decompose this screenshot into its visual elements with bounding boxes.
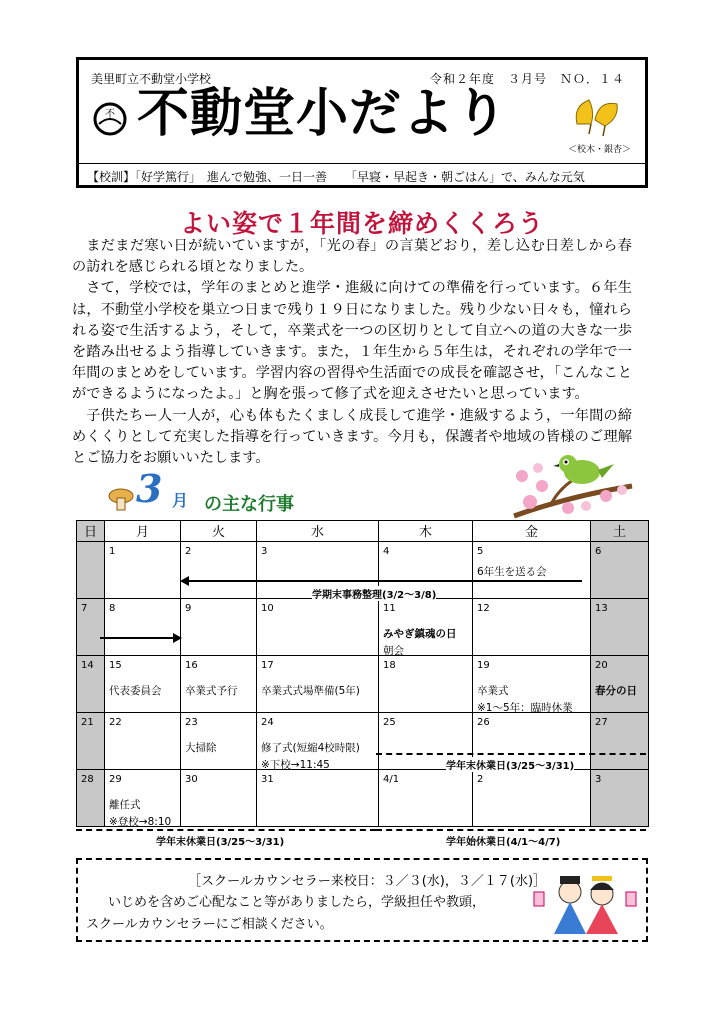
hina-dolls-icon xyxy=(530,872,640,938)
event-text: 卒業式式場準備(5年) xyxy=(261,685,360,697)
calendar-day-cell xyxy=(591,599,649,656)
day-number: 3 xyxy=(595,774,602,785)
weekday-header: 水 xyxy=(257,521,379,542)
day-number: 7 xyxy=(81,603,88,614)
events-month-kanji: 月 xyxy=(172,491,189,510)
events-month-number: 3 xyxy=(136,466,163,511)
calendar-day-cell xyxy=(181,542,257,599)
day-number: 2 xyxy=(477,774,484,785)
event-calendar xyxy=(76,520,648,848)
day-number: 16 xyxy=(185,660,198,671)
day-number: 4 xyxy=(383,546,390,557)
event-text: 大掃除 xyxy=(185,742,217,754)
term-end-span-label: 学期末事務整理(3/2～3/8) xyxy=(312,586,436,601)
calendar-day-cell xyxy=(257,656,379,713)
day-number: 22 xyxy=(109,717,122,728)
event-text: 朝会 xyxy=(383,645,404,657)
calendar-day-cell xyxy=(77,599,105,656)
day-number: 31 xyxy=(261,774,274,785)
headline: よい姿で１年間を締めくくろう xyxy=(179,209,544,238)
calendar-day-cell xyxy=(105,770,181,827)
spring-break-divider xyxy=(376,753,646,755)
weekday-header: 土 xyxy=(591,521,649,542)
calendar-day-cell xyxy=(181,656,257,713)
mushroom-icon xyxy=(106,486,136,514)
newsletter-title: 不動堂小だより xyxy=(137,84,509,144)
start-break-divider xyxy=(376,829,646,831)
day-number: 28 xyxy=(81,774,94,785)
event-text: みやぎ鎮魂の日 xyxy=(383,628,457,640)
svg-text:不: 不 xyxy=(105,109,115,120)
calendar-day-cell xyxy=(591,770,649,827)
day-number: 8 xyxy=(109,603,116,614)
paragraph: まだまだ寒い日が続いていますが，「光の春」の言葉どおり，差し込む日差しから春の訪れを感じられる頃となりました。 xyxy=(72,238,632,276)
day-number: 19 xyxy=(477,660,490,671)
calendar-day-cell xyxy=(591,713,649,770)
calendar-day-cell xyxy=(257,770,379,827)
counselor-dates: ［スクールカウンセラー来校日：３／３(水)，３／１７(水)］ xyxy=(188,874,547,889)
calendar-day-cell xyxy=(77,713,105,770)
weekday-header: 月 xyxy=(105,521,181,542)
events-title: の主な行事 xyxy=(204,494,294,515)
day-number: 10 xyxy=(261,603,274,614)
spring-break-span-label-2: 学年末休業日(3/25～3/31) xyxy=(156,833,284,848)
event-text: 春分の日 xyxy=(595,685,637,697)
event-text: 離任式 xyxy=(109,799,141,811)
school-tree-caption: ＜校木・銀杏＞ xyxy=(567,145,631,155)
day-number: 18 xyxy=(383,660,396,671)
calendar-day-cell xyxy=(379,770,473,827)
day-number: 21 xyxy=(81,717,94,728)
calendar-day-cell xyxy=(105,656,181,713)
day-number: 3 xyxy=(261,546,268,557)
day-number: 5 xyxy=(477,546,484,557)
calendar-day-cell xyxy=(77,542,105,599)
event-text: 修了式(短縮4校時限) xyxy=(261,742,360,754)
calendar-day-cell xyxy=(473,542,591,599)
day-number: 23 xyxy=(185,717,198,728)
counselor-text: スクールカウンセラーにご相談ください。 xyxy=(86,917,333,932)
paragraph: 子供たちー人一人が，心も体もたくましく成長して進学・進級するよう，一年間の締めくくりとして充実した指導を行っていきます。今月も，保護者や地域の皆様のご理解とご協力をお願いいたします。 xyxy=(72,407,632,467)
event-text: 卒業式予行 xyxy=(185,685,238,697)
calendar-day-cell xyxy=(257,713,379,770)
issue-number: 令和２年度 ３月号 ＮＯ．１４ xyxy=(429,72,625,86)
day-number: 15 xyxy=(109,660,122,671)
calendar-day-cell xyxy=(77,770,105,827)
event-text: 卒業式 xyxy=(477,685,509,697)
article-body xyxy=(72,236,632,469)
calendar-day-cell xyxy=(181,599,257,656)
term-end-arrow xyxy=(182,580,582,582)
day-number: 1 xyxy=(109,546,116,557)
day-number: 17 xyxy=(261,660,274,671)
spring-break-span-label: 学年末休業日(3/25～3/31) xyxy=(446,757,574,772)
weekday-header: 金 xyxy=(473,521,591,542)
event-text: ※1～5年：臨時休業 xyxy=(477,702,573,714)
calendar-day-cell xyxy=(379,599,473,656)
ginkgo-leaf-icon xyxy=(569,94,625,138)
calendar-day-cell xyxy=(473,770,591,827)
calendar-week-row xyxy=(77,656,649,713)
event-text: ※下校→11:45 xyxy=(261,759,330,771)
weekday-header: 木 xyxy=(379,521,473,542)
calendar-day-cell xyxy=(105,542,181,599)
day-number: 30 xyxy=(185,774,198,785)
calendar-day-cell xyxy=(77,656,105,713)
day-number: 26 xyxy=(477,717,490,728)
calendar-day-cell xyxy=(473,599,591,656)
day-number: 14 xyxy=(81,660,94,671)
day-number: 20 xyxy=(595,660,608,671)
bird-on-plum-branch-icon xyxy=(510,446,636,520)
day-number: 4/1 xyxy=(383,774,400,785)
day-number: 12 xyxy=(477,603,490,614)
weekday-header: 火 xyxy=(181,521,257,542)
weekday-header-row xyxy=(77,521,649,542)
calendar-day-cell xyxy=(105,599,181,656)
calendar-week-row xyxy=(77,599,649,656)
spring-break-divider-2 xyxy=(76,829,376,831)
day-number: 24 xyxy=(261,717,274,728)
start-break-span-label: 学年始休業日(4/1～4/7) xyxy=(446,833,560,848)
school-emblem-icon xyxy=(93,102,127,136)
day-number: 25 xyxy=(383,717,396,728)
school-name: 美里町立不動堂小学校 xyxy=(91,72,212,86)
calendar-week-row xyxy=(77,770,649,827)
day-number: 6 xyxy=(595,546,602,557)
term-end-arrow-continued xyxy=(100,637,180,639)
newsletter-header xyxy=(76,57,648,188)
day-number: 27 xyxy=(595,717,608,728)
paragraph: さて，学校では，学年のまとめと進学・進級に向けての準備を行っています。６年生は，不動堂小学校を巣立つ日まで残り１９日になりました。残り少ない日々も，憧れられる姿で生活するよう，そして，卒業式を一つの区切りとして自立への道の大きな一歩を踏み出せるよう指導していきます。また，１年生から５年生は，それぞれの学年で一年間のまとめをしています。学習内容の習得や生活面での成長を確認させ，「こんなことができるようになったよ。」と胸を張って修了式を迎えさせたいと思っています。 xyxy=(72,280,632,403)
calendar-day-cell xyxy=(591,656,649,713)
event-text: ※登校→8:10 xyxy=(109,816,172,828)
calendar-day-cell xyxy=(257,599,379,656)
day-number: 13 xyxy=(595,603,608,614)
day-number: 29 xyxy=(109,774,122,785)
day-number: 2 xyxy=(185,546,192,557)
counselor-text: いじめを含めご心配なこと等がありましたら，学級担任や教頭， xyxy=(108,895,486,910)
header-divider xyxy=(79,163,645,164)
calendar-table xyxy=(76,520,649,827)
day-number: 9 xyxy=(185,603,192,614)
calendar-day-cell xyxy=(181,770,257,827)
event-text: 6年生を送る会 xyxy=(477,566,547,578)
calendar-day-cell xyxy=(473,656,591,713)
weekday-header: 日 xyxy=(77,521,105,542)
calendar-day-cell xyxy=(181,713,257,770)
event-text: 代表委員会 xyxy=(109,685,162,697)
calendar-day-cell xyxy=(105,713,181,770)
school-motto: 【校訓】「好学篤行」 進んで勉強、一日一善 「早寝・早起き・朝ごはん」で、みんな元気 xyxy=(87,170,585,184)
calendar-day-cell xyxy=(379,656,473,713)
calendar-day-cell xyxy=(591,542,649,599)
day-number: 11 xyxy=(383,603,396,614)
